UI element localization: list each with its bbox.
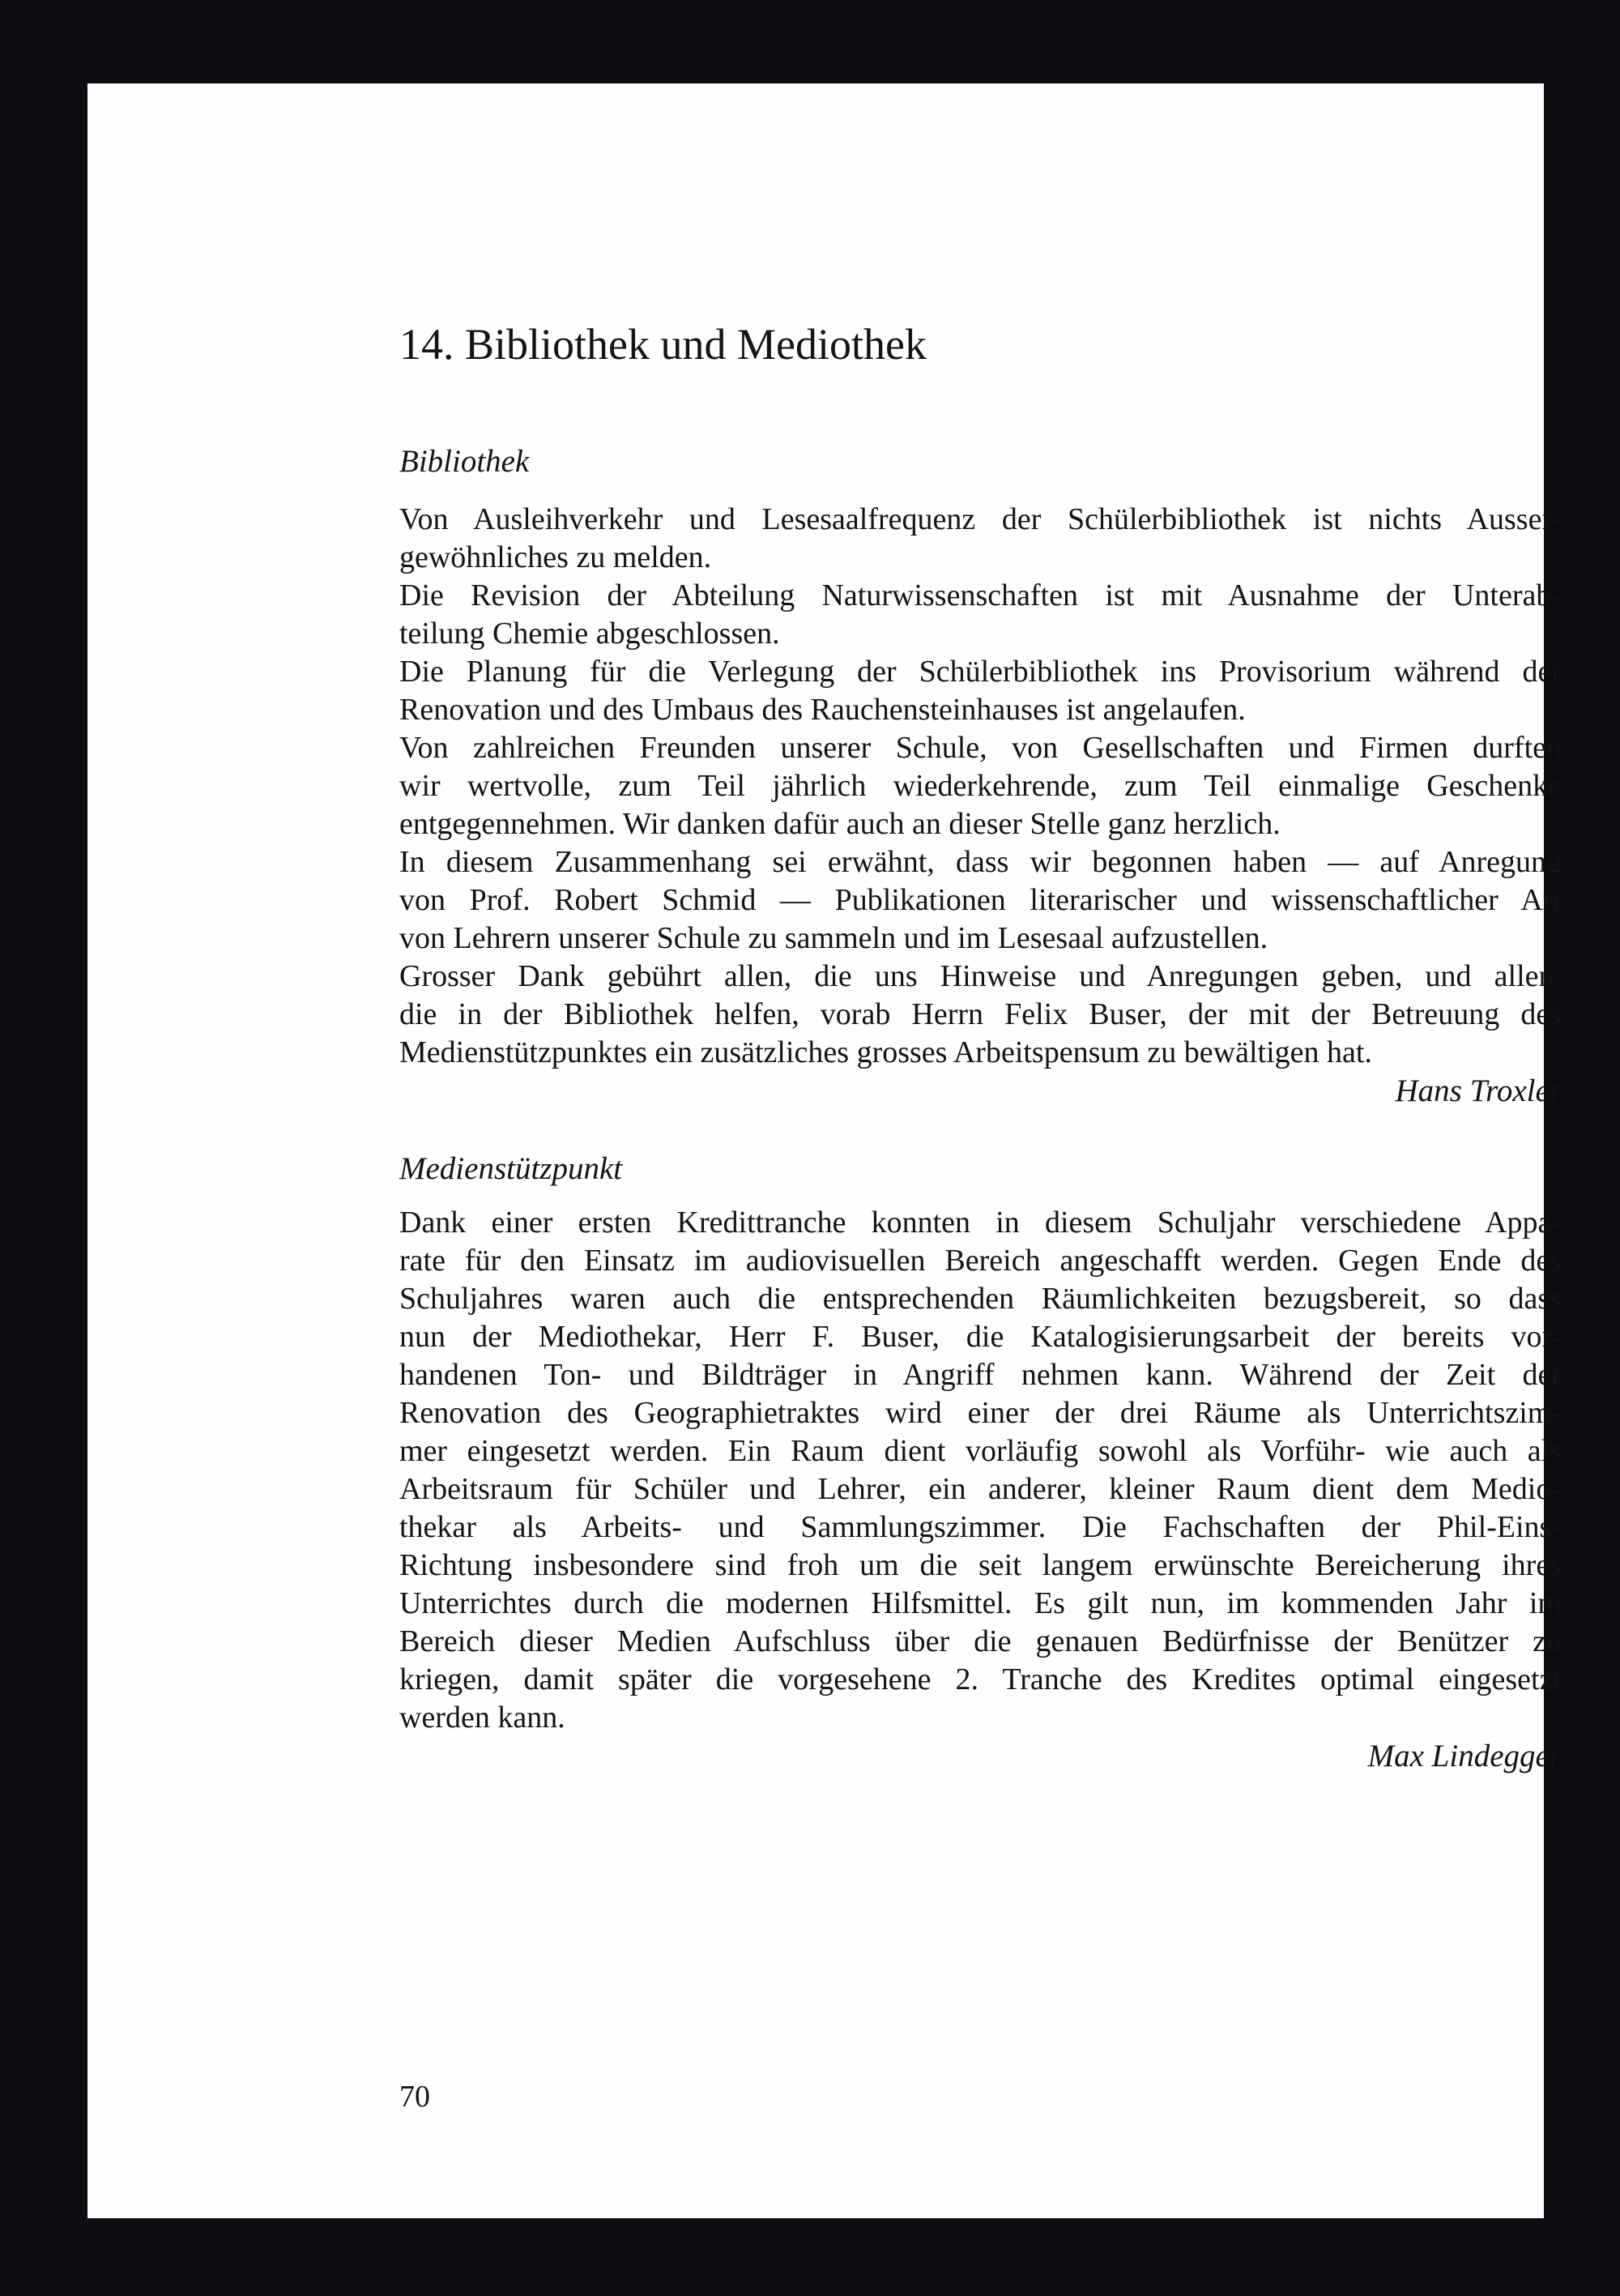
text-line: nun der Mediothekar, Herr F. Buser, die Katalogisierungsarbeit der bereits vor- [399, 1320, 1562, 1354]
text-line: mer eingesetzt werden. Ein Raum dient vorläufig sowohl als Vorführ- wie auch als [399, 1434, 1562, 1468]
text-line: thekar als Arbeits- und Sammlungszimmer. Die Fachschaften der Phil-Eins- [399, 1510, 1562, 1544]
text-line: Die Planung für die Verlegung der Schülerbibliothek ins Provisorium während der [399, 655, 1562, 689]
text-line: Grosser Dank gebührt allen, die uns Hinweise und Anregungen geben, und allen, [399, 959, 1562, 993]
text-line: Schuljahres waren auch die entsprechenden Räumlichkeiten bezugsbereit, so dass [399, 1282, 1562, 1316]
section-heading-bibliothek: Bibliothek [399, 444, 530, 479]
page-title: 14. Bibliothek und Mediothek [399, 320, 927, 369]
text-line: handenen Ton- und Bildträger in Angriff nehmen kann. Während der Zeit der [399, 1358, 1562, 1392]
text-line: Von zahlreichen Freunden unserer Schule, von Gesellschaften und Firmen durften [399, 731, 1562, 765]
text-line: Arbeitsraum für Schüler und Lehrer, ein anderer, kleiner Raum dient dem Medio- [399, 1472, 1562, 1506]
text-line: entgegennehmen. Wir danken dafür auch an dieser Stelle ganz herzlich. [399, 807, 1281, 841]
text-line: Renovation des Geographietraktes wird einer der drei Räume als Unterrichtszim- [399, 1396, 1562, 1430]
author-signature: Hans Troxler [1395, 1073, 1562, 1108]
text-line: Richtung insbesondere sind froh um die seit langem erwünschte Bereicherung ihres [399, 1548, 1562, 1582]
text-line: werden kann. [399, 1701, 565, 1735]
text-line: Von Ausleihverkehr und Lesesaalfrequenz der Schülerbibliothek ist nichts Ausser- [399, 502, 1562, 536]
text-line: teilung Chemie abgeschlossen. [399, 617, 780, 651]
document-page [87, 83, 1562, 2218]
text-line: Dank einer ersten Kredittranche konnten in diesem Schuljahr verschiedene Appa- [399, 1206, 1562, 1240]
text-line: Bereich dieser Medien Aufschluss über die genauen Bedürfnisse der Benützer zu [399, 1624, 1562, 1658]
text-line: In diesem Zusammenhang sei erwähnt, dass wir begonnen haben — auf Anregung [399, 845, 1562, 879]
text-line: von Lehrern unserer Schule zu sammeln und im Lesesaal aufzustellen. [399, 921, 1268, 955]
text-line: Renovation und des Umbaus des Rauchensteinhauses ist angelaufen. [399, 693, 1246, 727]
text-line: rate für den Einsatz im audiovisuellen Bereich angeschafft werden. Gegen Ende des [399, 1244, 1562, 1278]
author-signature: Max Lindegger [1367, 1739, 1562, 1773]
text-line: kriegen, damit später die vorgesehene 2. Tranche des Kredites optimal eingesetzt [399, 1662, 1562, 1696]
text-line: von Prof. Robert Schmid — Publikationen literarischer und wissenschaftlicher Art [399, 883, 1562, 917]
text-line: Medienstützpunktes ein zusätzliches grosses Arbeitspensum zu bewältigen hat. [399, 1035, 1372, 1069]
text-line: Die Revision der Abteilung Naturwissenschaften ist mit Ausnahme der Unterab- [399, 578, 1562, 612]
section-body-bibliothek [399, 501, 1562, 1110]
text-line: wir wertvolle, zum Teil jährlich wiederkehrende, zum Teil einmalige Geschenke [399, 769, 1562, 803]
page-number: 70 [399, 2080, 430, 2114]
text-line: gewöhnliches zu melden. [399, 540, 712, 574]
section-heading-medienstuetzpunkt: Medienstützpunkt [399, 1151, 623, 1186]
text-line: Unterrichtes durch die modernen Hilfsmittel. Es gilt nun, im kommenden Jahr im [399, 1586, 1562, 1620]
text-line: die in der Bibliothek helfen, vorab Herrn Felix Buser, der mit der Betreuung des [399, 997, 1562, 1031]
section-body-medienstuetzpunkt [399, 1204, 1562, 1775]
